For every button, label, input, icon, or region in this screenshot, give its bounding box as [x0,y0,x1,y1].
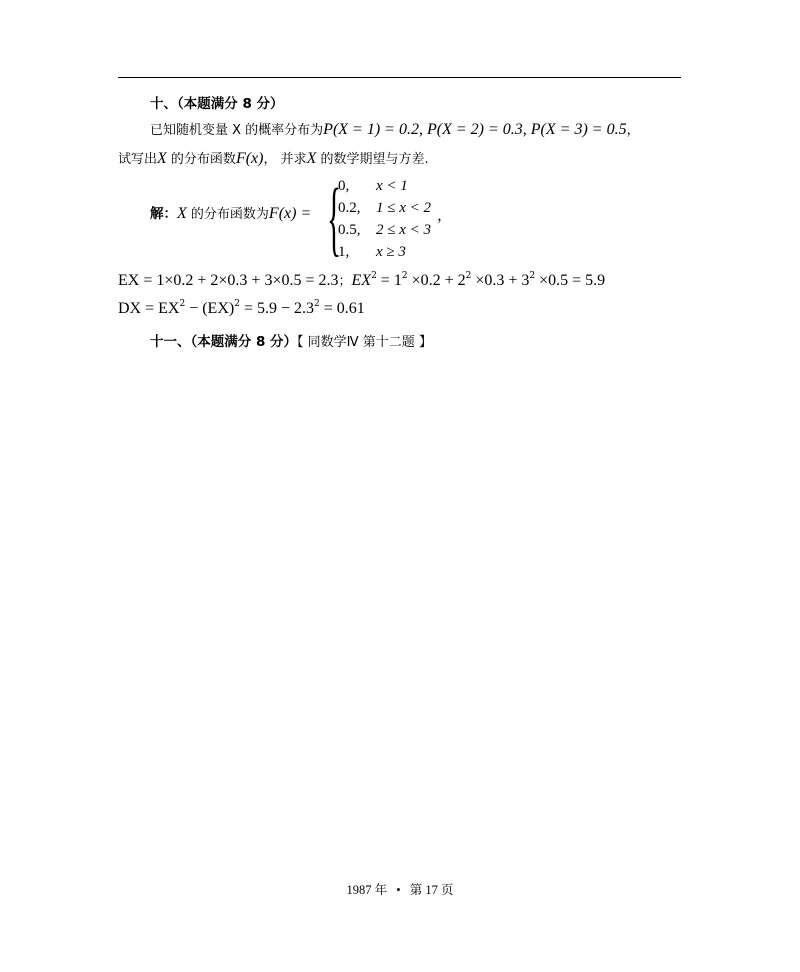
footer-year: 1987 年 [346,883,388,897]
ex-separator: ； [338,274,352,289]
case-value-3: 1, [338,244,350,260]
case-value-1: 0.2, [338,200,361,216]
problem-line-2 [118,150,429,169]
ex2-rhs-d: ×0.5 = 5.9 [535,272,606,289]
ex2-exp-3: 2 [529,271,536,281]
page-footer [0,880,800,898]
ex2-rhs-a: = 1 [376,272,402,289]
ex2-rhs-b: ×0.2 + 2 [407,272,466,289]
case-condition-2: 2 ≤ x < 3 [376,222,432,238]
dx-exp-2: 2 [234,299,240,309]
dx-exp-3: 2 [314,299,320,309]
variance-line [118,300,365,318]
problem-line-2-a: 试写出 [118,152,158,167]
section-11-title: 十一、（本题满分 8 分） [150,334,298,350]
dx-a: DX = EX [118,300,180,317]
solution-intro [150,205,311,224]
piecewise-brace: { [327,172,342,265]
ex-equation: EX = 1×0.2 + 2×0.3 + 3×0.5 = 2.3 [118,272,339,289]
ex2-lhs-exp: 2 [371,271,377,281]
problem-line-1-text: 已知随机变量 X 的概率分布为 [150,123,324,138]
section-11 [150,333,432,352]
ex2-rhs-c: ×0.3 + 3 [471,272,530,289]
header-rule [118,77,681,78]
problem-line-2-d: 的数学期望与方差. [316,152,429,167]
ex2-exp-1: 2 [401,271,408,281]
case-value-2: 0.5, [338,222,361,238]
dx-b: − (EX) [185,300,235,317]
dx-c: = 5.9 − 2.3 [239,300,314,317]
ex2-lhs: EX [351,272,372,289]
var-x-1: X [157,150,167,167]
distribution-function: F(x) [235,150,264,167]
cases-end: ， [437,208,453,224]
dx-d: = 0.61 [319,300,365,317]
var-x-2: X [306,150,317,167]
fx-lhs: F(x) = [268,205,312,222]
case-condition-0: x < 1 [376,178,408,194]
section-11-ref: 【 同数学Ⅳ 第十二题 】 [297,335,432,350]
expectation-line [118,272,605,291]
solution-intro-text: 的分布函数为 [186,207,269,222]
case-condition-3: x ≥ 3 [376,244,406,260]
solution-label: 解： [150,206,177,222]
problem-line-1-end: ， [626,123,640,138]
case-condition-1: 1 ≤ x < 2 [376,200,432,216]
footer-dot: • [396,883,401,897]
ex2-exp-2: 2 [465,271,472,281]
case-value-0: 0, [338,178,350,194]
section-10-title: 十、（本题满分 8 分） [150,96,284,112]
probability-distribution: P(X = 1) = 0.2, P(X = 2) = 0.3, P(X = 3) = 0.5 [323,121,627,138]
dx-exp-1: 2 [179,299,186,309]
solution-var-x: X [177,205,187,222]
problem-line-2-c: ， 并求 [263,152,307,167]
footer-page: 第 17 页 [409,883,454,897]
problem-line-2-b: 的分布函数 [166,152,236,167]
problem-line-1 [150,121,640,140]
